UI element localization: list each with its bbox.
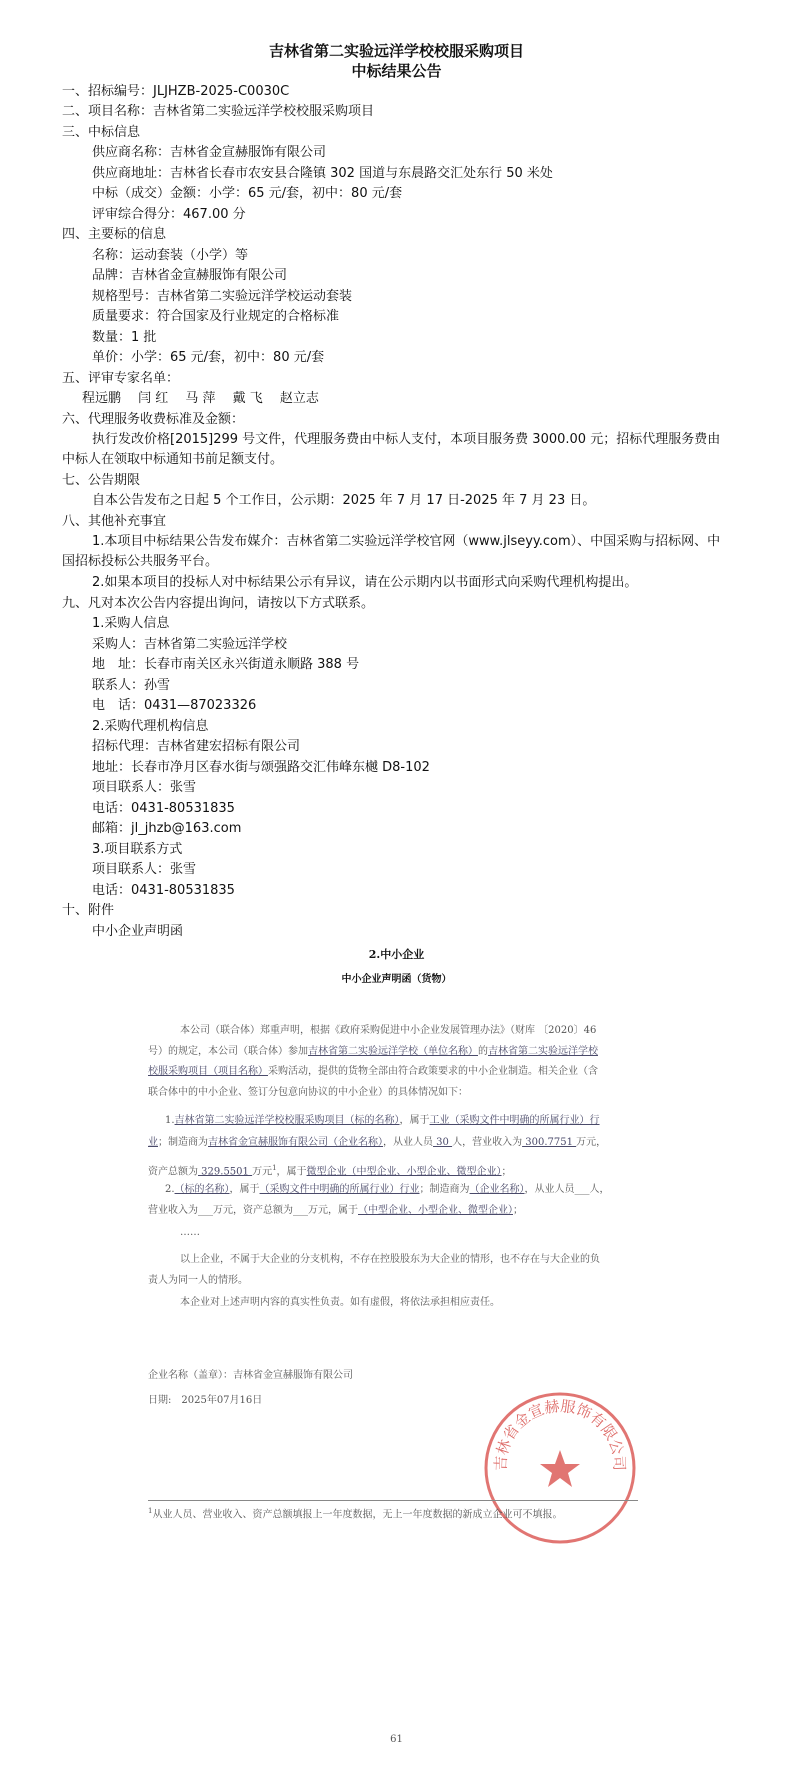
agent-email[interactable]: 邮箱：jl_jhzb@163.com — [92, 821, 242, 836]
award-amount: 中标（成交）金额：小学：65 元/套，初中：80 元/套 — [92, 186, 403, 201]
decl-item1-line3: 资产总额为 329.5501 万元$^1$，属于微型企业（中型企业、小型企业、微型企业）； — [148, 1164, 512, 1178]
agent-name: 招标代理：吉林省建宏招标有限公司 — [92, 739, 301, 754]
section-bid-number: 一、招标编号：JLJHZB-2025-C0030C — [62, 84, 290, 99]
supplier-address: 供应商地址：吉林省长春市农安县合隆镇 302 国道与东晨路交汇处东行 50 米处 — [92, 166, 553, 181]
project-phone: 电话：0431-80531835 — [92, 883, 235, 898]
section-contacts: 九、凡对本次公告内容提出询问，请按以下方式联系。 — [62, 596, 375, 611]
section-experts: 五、评审专家名单： — [62, 371, 180, 386]
decl-item1-line2: 业；制造商为吉林省金宣赫服饰有限公司（企业名称），从业人员 30 人，营业收入为 300.7751 万元， — [148, 1137, 607, 1148]
decl-ellipsis: …… — [180, 1227, 200, 1238]
buyer-phone: 电 话：0431—87023326 — [92, 698, 257, 713]
agent-contact: 项目联系人：张雪 — [92, 780, 197, 795]
page-subtitle: 中标结果公告 — [351, 62, 442, 80]
project-contact-heading: 3.项目联系方式 — [92, 842, 183, 857]
section-service-fee: 六、代理服务收费标准及金额： — [62, 412, 245, 427]
expert-names: 程远鹏 闫 红 马 萍 戴 飞 赵立志 — [82, 391, 319, 406]
svg-text:吉林省金宣赫服饰有限公司: 吉林省金宣赫服饰有限公司 — [491, 1397, 629, 1472]
section-project-name: 二、项目名称：吉林省第二实验远洋学校校服采购项目 — [62, 104, 375, 119]
buyer-address: 地 址：长春市南关区永兴街道永顺路 388 号 — [92, 657, 360, 672]
declaration-heading: 2.中小企业 — [368, 948, 425, 961]
subject-quality: 质量要求：符合国家及行业规定的合格标准 — [92, 309, 340, 324]
decl-para3: 本企业对上述声明内容的真实性负责。如有虚假，将依法承担相应责任。 — [180, 1297, 500, 1308]
section-subject-info: 四、主要标的信息 — [62, 227, 167, 242]
objection-note: 2.如果本项目的投标人对中标结果公示有异议，请在公示期内以书面形式向采购代理机构提出。 — [92, 575, 638, 590]
decl-item1-line1: 1.吉林省第二实验远洋学校校服采购项目（标的名称），属于工业（采购文件中明确的所属行业）行 — [165, 1115, 600, 1126]
subject-name: 名称：运动套装（小学）等 — [92, 248, 249, 263]
agent-info-heading: 2.采购代理机构信息 — [92, 719, 209, 734]
buyer-info-heading: 1.采购人信息 — [92, 616, 170, 631]
decl-item2-line2: 营业收入为___万元，资产总额为___万元，属于（中型企业、小型企业、微型企业）； — [148, 1205, 523, 1216]
decl-para1-line1: 本公司（联合体）郑重声明，根据《政府采购促进中小企业发展管理办法》（财库 〔2020〕46 — [180, 1025, 597, 1036]
notice-period-text: 自本公告发布之日起 5 个工作日，公示期：2025 年 7 月 17 日-2025 年 7 月 23 日。 — [92, 493, 596, 508]
buyer-contact: 联系人：孙雪 — [92, 678, 171, 693]
decl-para1-line3: 校服采购项目（项目名称）采购活动，提供的货物全部由符合政策要求的中小企业制造。相关企业（含 — [148, 1066, 598, 1077]
supplier-name: 供应商名称：吉林省金宣赫服饰有限公司 — [92, 145, 327, 160]
page-number: 61 — [390, 1734, 403, 1745]
publication-media: 1.本项目中标结果公告发布媒介：吉林省第二实验远洋学校官网（www.jlseyy.com）、中国采购与招标网、中国招标投标公共服务平台。 — [62, 534, 721, 569]
section-attachment: 十、附件 — [62, 903, 115, 918]
subject-model: 规格型号：吉林省第二实验远洋学校运动套装 — [92, 289, 353, 304]
attachment-item[interactable]: 中小企业声明函 — [92, 924, 184, 939]
decl-para2-line1: 以上企业，不属于大企业的分支机构，不存在控股股东为大企业的情形，也不存在与大企业的负 — [180, 1254, 600, 1265]
subject-unit-price: 单价：小学：65 元/套，初中：80 元/套 — [92, 350, 325, 365]
declaration-subheading: 中小企业声明函（货物） — [341, 974, 452, 985]
section-notice-period: 七、公告期限 — [62, 473, 141, 488]
agent-phone: 电话：0431-80531835 — [92, 801, 235, 816]
page-title: 吉林省第二实验远洋学校校服采购项目 — [268, 42, 524, 60]
company-seal — [480, 1388, 640, 1548]
decl-item2-line1: 2.（标的名称），属于（采购文件中明确的所属行业）行业；制造商为（企业名称），从业人员___人， — [165, 1184, 610, 1195]
decl-footnote: $^1$从业人员、营业收入、资产总额填报上一年度数据，无上一年度数据的新成立企业可不填报。 — [148, 1507, 563, 1521]
project-contact: 项目联系人：张雪 — [92, 862, 197, 877]
decl-company: 企业名称（盖章）：吉林省金宣赫服饰有限公司 — [148, 1370, 353, 1381]
service-fee-text: 执行发改价格[2015]299 号文件，代理服务费由中标人支付，本项目服务费 3000.00 元；招标代理服务费由中标人在领取中标通知书前足额支付。 — [62, 432, 721, 467]
buyer-name: 采购人：吉林省第二实验远洋学校 — [92, 637, 288, 652]
decl-para2-line2: 责人为同一人的情形。 — [148, 1275, 248, 1286]
agent-address: 地址：长春市净月区春水街与颂强路交汇伟峰东樾 D8-102 — [92, 760, 430, 775]
footnote-divider — [148, 1500, 638, 1501]
decl-para1-line2: 号）的规定，本公司（联合体）参加吉林省第二实验远洋学校（单位名称）的吉林省第二实验远洋学校 — [148, 1046, 598, 1057]
evaluation-score: 评审综合得分：467.00 分 — [92, 207, 246, 222]
subject-brand: 品牌：吉林省金宣赫服饰有限公司 — [92, 268, 288, 283]
decl-para1-line4: 联合体中的中小企业、签订分包意向协议的中小企业）的具体情况如下： — [148, 1087, 468, 1098]
decl-date: 日期: 2025年07月16日 — [148, 1395, 263, 1406]
section-other-matters: 八、其他补充事宜 — [62, 514, 167, 529]
subject-quantity: 数量：1 批 — [92, 330, 157, 345]
section-award-info: 三、中标信息 — [62, 125, 141, 140]
